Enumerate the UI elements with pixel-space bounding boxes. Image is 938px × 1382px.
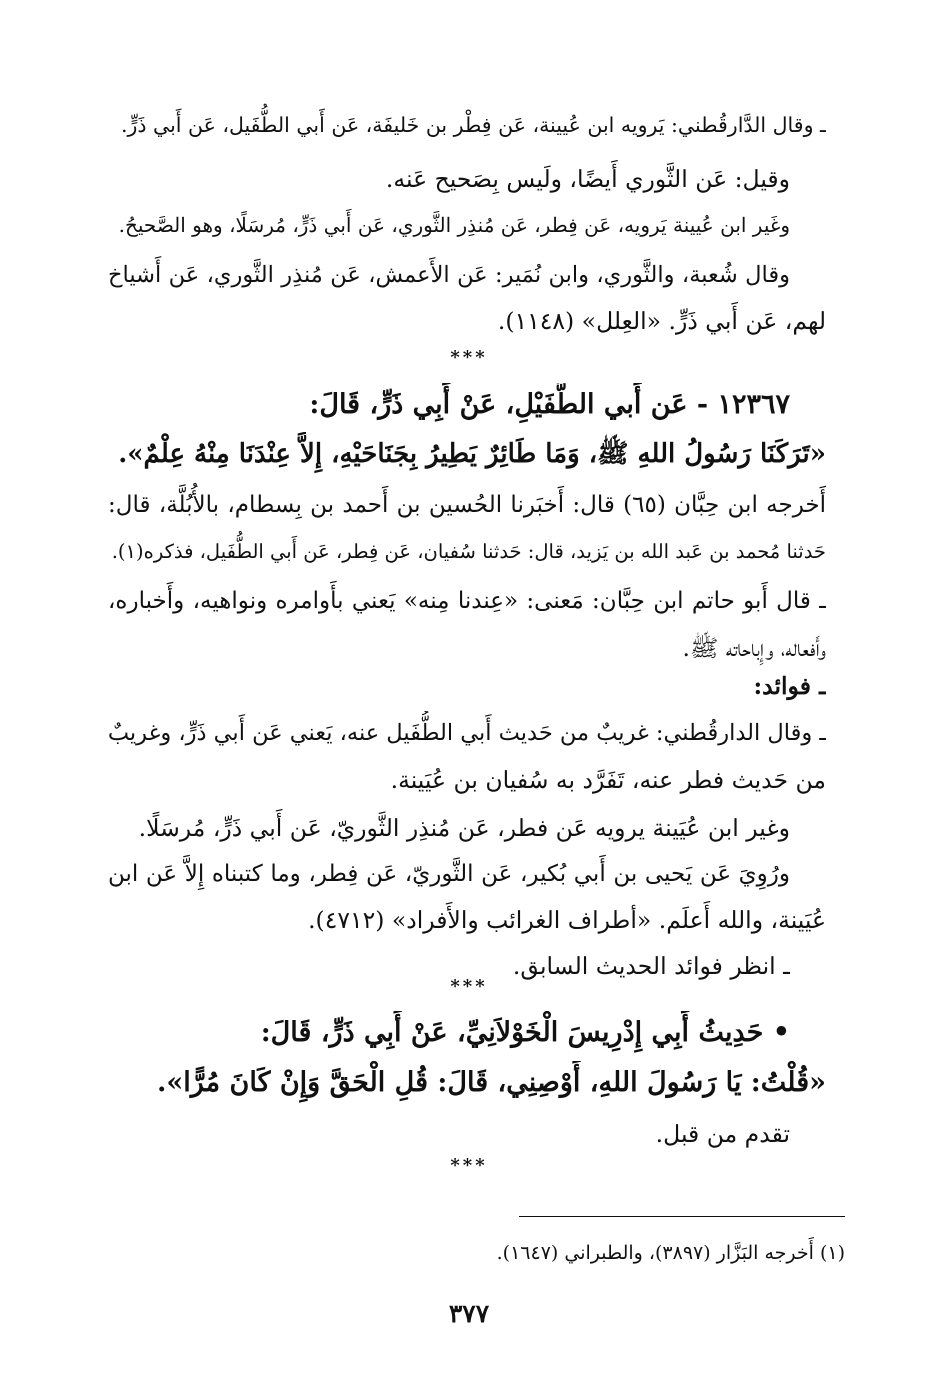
footnote: (١) أَخرجه البَزَّار (٣٨٩٧)، والطبراني (١٦٤٧). <box>496 1242 845 1264</box>
text-line-5: لهم، عَن أَبي ذَرٍّ. «العِلل» (١١٤٨). <box>497 307 826 335</box>
text-line-13: ـ وقال الدارقُطني: غريبٌ من حَديث أَبي الطُّفَيل عنه، يَعني عَن أَبي ذَرٍّ، وغريبٌ <box>108 720 826 746</box>
page-number: ٣٧٧ <box>448 1299 490 1328</box>
hadith-bullet-text: «قُلْتُ: يَا رَسُولَ اللهِ، أَوْصِنِي، قَالَ: قُلِ الْحَقَّ وَإِنْ كَانَ مُرًّا». <box>156 1067 826 1098</box>
hadith-12367-heading: ١٢٣٦٧ - عَن أَبي الطُّفَيْلِ، عَنْ أَبِي ذَرٍّ، قَالَ: <box>309 389 790 420</box>
text-line-17: عُيَينة، والله أَعلَم. «أطراف الغرائب والأَفراد» (٤٧١٢). <box>308 906 826 934</box>
text-line-10: ـ قال أَبو حاتم ابن حِبَّان: مَعنى: «عِندنا مِنه» يَعني بأَوامره ونواهيه، وأَخباره، <box>108 588 826 614</box>
text-line-2: وقيل: عَن الثَّوري أَيضًا، ولَيس بِصَحيح عَنه. <box>385 165 790 193</box>
text-line-8: أَخرجه ابن حِبَّان (٦٥) قال: أَخبَرنا الحُسين بن أَحمد بن بِسطام، بالأُبُلَّة، قال: <box>108 492 826 518</box>
text-line-18: ـ انظر فوائد الحديث السابق. <box>512 952 790 980</box>
section-separator-3: *** <box>450 1155 488 1176</box>
section-separator-1: *** <box>450 347 488 368</box>
hadith-bullet-heading: • حَدِيثُ أَبِي إِدْرِيسَ الْخَوْلاَنِيِّ، عَنْ أَبِي ذَرٍّ، قَالَ: <box>260 1017 790 1048</box>
text-line-1: ـ وقال الدَّارقُطني: يَرويه ابن عُيينة، عَن فِطْر بن خَليفَة، عَن أَبي الطُّفَيل، عَن أَبي ذَرٍّ. <box>120 113 826 137</box>
text-line-3: وغَير ابن عُيينة يَرويه، عَن فِطر، عَن مُنذِر الثَّوري، عَن أَبي ذَرٍّ، مُرسَلًا، وهو الصَّحيحُ. <box>118 213 790 237</box>
footnote-rule <box>519 1216 845 1217</box>
benefits-heading: ـ فوائد: <box>753 672 826 700</box>
text-line-4: وقال شُعبة، والثَّوري، وابن نُمَير: عَن الأَعمش، عَن مُنذِر الثَّوري، عَن أَشياخ <box>108 262 790 288</box>
text-line-15: وغير ابن عُيَينة يرويه عَن فطر، عَن مُنذِر الثَّوريّ، عَن أَبي ذَرٍّ، مُرسَلًا. <box>138 814 790 842</box>
text-line-16: ورُوِيَ عَن يَحيى بن أَبي بُكير، عَن الثَّوريّ، عَن فِطر، وما كتبناه إِلاَّ عَن ابن <box>108 861 790 887</box>
text-line-14: من حَديث فطر عنه، تَفَرَّد به سُفيان بن عُيَينة. <box>390 766 826 794</box>
hadith-12367-text: «تَرَكَنَا رَسُولُ اللهِ ﷺ، وَمَا طَائِرٌ يَطِيرُ بِجَنَاحَيْهِ، إِلاَّ عِنْدَنَا مِنْهُ عِلْمٌ». <box>118 439 826 469</box>
text-line-11: وأَفعاله، وإِباحاته ﷺ. <box>682 634 826 662</box>
text-line-9: حَدثنا مُحمد بن عَبد الله بن يَزيد، قال: حَدثنا سُفيان، عَن فِطر، عَن أَبي الطُّفَيل، فذكره(١). <box>111 540 826 563</box>
section-separator-2: *** <box>450 976 488 997</box>
text-line-21: تقدم من قبل. <box>655 1120 790 1148</box>
